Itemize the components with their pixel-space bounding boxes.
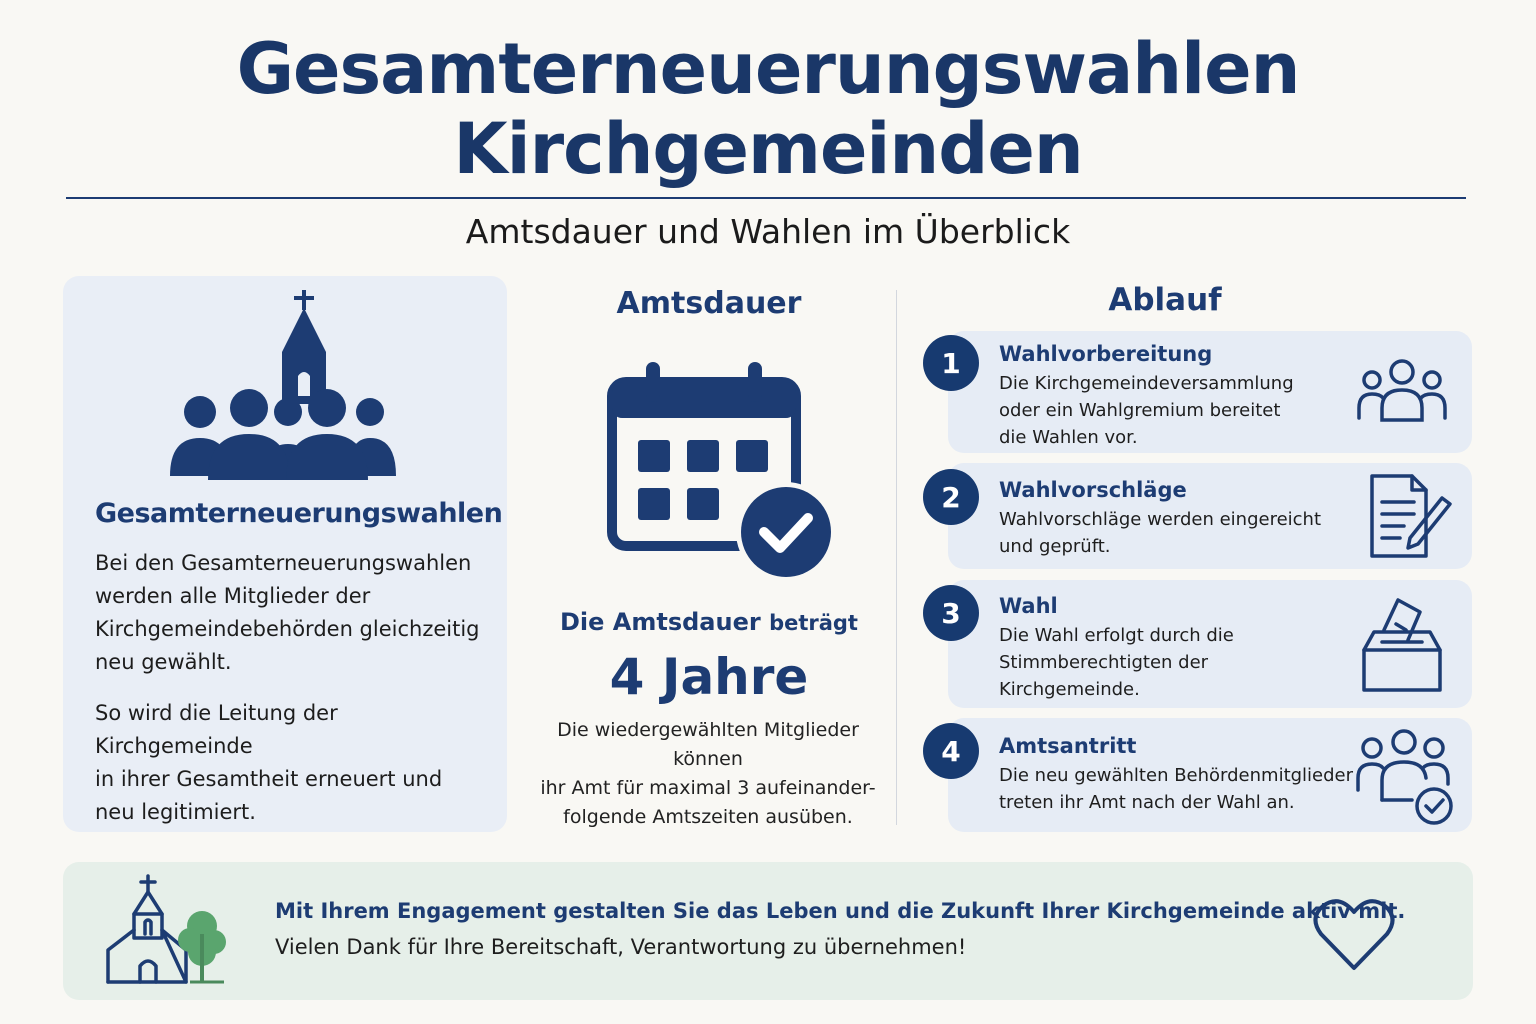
process-title: Ablauf — [1108, 282, 1222, 318]
church-tree-icon — [104, 874, 228, 986]
step-description: Die neu gewählten Behördenmitglieder treten ihr Amt nach der Wahl an. — [999, 765, 1354, 813]
term-duration-title: Amtsdauer — [616, 286, 802, 321]
calendar-check-icon — [606, 360, 834, 582]
step-description: Die Kirchgemeindeversammlung oder ein Wahlgremium bereitet die Wahlen vor. — [999, 373, 1294, 448]
step-number-badge: 1 — [923, 335, 979, 391]
left-panel-paragraph-2: So wird die Leitung der Kirchgemeinde in ihrer Gesamtheit erneuert und neu legitimiert. — [95, 701, 443, 824]
step-description: Wahlvorschläge werden eingereicht und geprüft. — [999, 509, 1322, 557]
page-title-line2: Kirchgemeinden — [453, 108, 1083, 190]
step-title: Wahl — [999, 594, 1058, 618]
step-number-badge: 4 — [923, 723, 979, 779]
page-subtitle: Amtsdauer und Wahlen im Überblick — [465, 212, 1071, 251]
elections-info-panel — [63, 276, 507, 832]
group-icon — [1356, 358, 1448, 424]
term-duration-value: 4 Jahre — [609, 648, 809, 706]
step-number-badge: 2 — [923, 469, 979, 525]
step-title: Wahlvorbereitung — [999, 342, 1213, 366]
left-panel-heading: Gesamterneuerungswahlen — [95, 498, 503, 529]
term-limit-note: Die wiedergewählten Mitglieder können ihr Amt für maximal 3 aufeinander- folgende Amtszeiten ausüben. — [540, 719, 876, 828]
step-description: Die Wahl erfolgt durch die Stimmberechtigten der Kirchgemeinde. — [999, 625, 1234, 700]
footer-message-line-1: Mit Ihrem Engagement gestalten Sie das Leben und die Zukunft Ihrer Kirchgemeinde aktiv mit. — [275, 899, 1406, 923]
term-duration-label: Die Amtsdauer beträgt — [560, 608, 858, 636]
footer-banner — [63, 862, 1473, 1000]
column-divider — [896, 290, 897, 825]
header-divider — [66, 197, 1466, 199]
ballot-box-icon — [1360, 596, 1444, 694]
heart-icon — [1313, 896, 1395, 972]
step-number-badge: 3 — [923, 585, 979, 641]
page-title-line1: Gesamterneuerungswahlen — [236, 28, 1300, 110]
left-panel-paragraph-1: Bei den Gesamterneuerungswahlen werden alle Mitglieder der Kirchgemeindebehörden gleichzeitig neu gewählt. — [95, 551, 480, 674]
step-title: Wahlvorschläge — [999, 478, 1187, 502]
step-title: Amtsantritt — [999, 734, 1137, 758]
group-check-icon — [1354, 728, 1454, 826]
footer-message-line-2: Vielen Dank für Ihre Bereitschaft, Verantwortung zu übernehmen! — [275, 935, 967, 959]
church-congregation-icon — [168, 288, 398, 480]
document-pen-icon — [1366, 472, 1452, 560]
